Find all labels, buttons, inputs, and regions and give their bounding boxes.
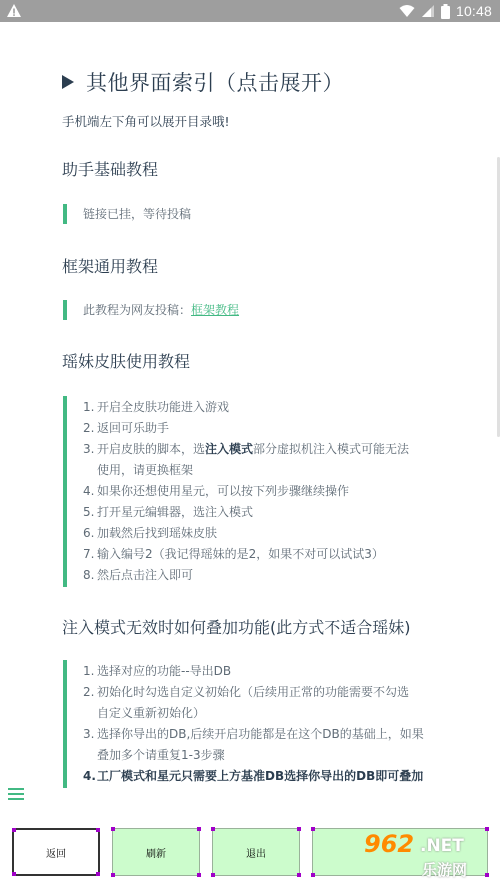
stack-steps-list: [83, 661, 448, 787]
refresh-button-label: 刷新: [146, 848, 166, 860]
wifi-icon: [399, 4, 415, 18]
list-item: 2. 初始化时勾选自定义初始化（后续用正常的功能需要不勾选 自定义重新初始化）: [83, 685, 410, 720]
list-item: 3. 开启皮肤的脚本，选注入模式部分虚拟机注入模式可能无法 使用，请更换框架: [83, 442, 410, 477]
list-item: 7. 输入编号2（我记得瑶妹的是2，如果不对可以试试3）: [83, 547, 384, 561]
battery-icon: [441, 4, 450, 19]
framework-quote-text: 此教程为网友投稿：: [83, 303, 192, 317]
back-button-label: 返回: [46, 848, 66, 860]
clock: 10:48: [455, 3, 492, 19]
back-button[interactable]: [12, 828, 100, 876]
index-toggle[interactable]: [62, 67, 344, 97]
status-bar: [0, 0, 500, 22]
blockquote-basic: [63, 204, 191, 224]
exit-button-label: 退出: [246, 848, 266, 860]
list-item: 4. 工厂模式和星元只需要上方基准DB选择你导出的DB即可叠加: [83, 769, 424, 783]
index-title: 其他界面索引（点击展开）: [86, 71, 344, 95]
exit-button[interactable]: [212, 828, 300, 876]
refresh-button[interactable]: [112, 828, 200, 876]
blockquote-stack-steps: [63, 660, 448, 788]
warning-icon: [6, 3, 22, 19]
list-item: 8. 然后点击注入即可: [83, 568, 194, 582]
list-item: 5. 打开星元编辑器，选注入模式: [83, 505, 254, 519]
list-item: 1. 开启全皮肤功能进入游戏: [83, 400, 230, 414]
heading-framework-tutorial: 框架通用教程: [62, 257, 159, 276]
blockquote-skin-steps: [63, 396, 443, 587]
blockquote-framework: [63, 300, 239, 320]
heading-basic-tutorial: 助手基础教程: [62, 160, 159, 179]
doc-content: [0, 22, 496, 807]
watermark-suffix: .NET: [420, 836, 464, 856]
list-item: 2. 返回可乐助手: [83, 421, 170, 435]
list-item: 1. 选择对应的功能--导出DB: [83, 664, 232, 678]
heading-stack-features: 注入模式无效时如何叠加功能(此方式不适合瑶妹): [62, 618, 411, 637]
watermark-number: 962: [364, 830, 415, 858]
signal-icon: [421, 4, 435, 18]
site-watermark-logo: [358, 826, 500, 886]
list-item: 3. 选择你导出的DB,后续开启功能都是在这个DB的基础上，如果 叠加多个请重复1-3步骤: [83, 727, 424, 762]
menu-icon[interactable]: [8, 788, 24, 802]
list-item: 6. 加载然后找到瑶妹皮肤: [83, 526, 218, 540]
watermark-tagline: 乐游网: [422, 861, 468, 879]
basic-quote-text: 链接已挂，等待投稿: [83, 207, 192, 221]
heading-skin-tutorial: 瑶妹皮肤使用教程: [62, 352, 191, 371]
skin-steps-list: [83, 397, 443, 586]
expand-triangle-icon: [62, 75, 74, 89]
list-item: 4. 如果你还想使用星元，可以按下列步骤继续操作: [83, 484, 350, 498]
framework-tutorial-link[interactable]: 框架教程: [191, 303, 240, 317]
scrollbar[interactable]: [496, 22, 500, 807]
menu-hint: 手机端左下角可以展开目录哦!: [62, 114, 230, 129]
